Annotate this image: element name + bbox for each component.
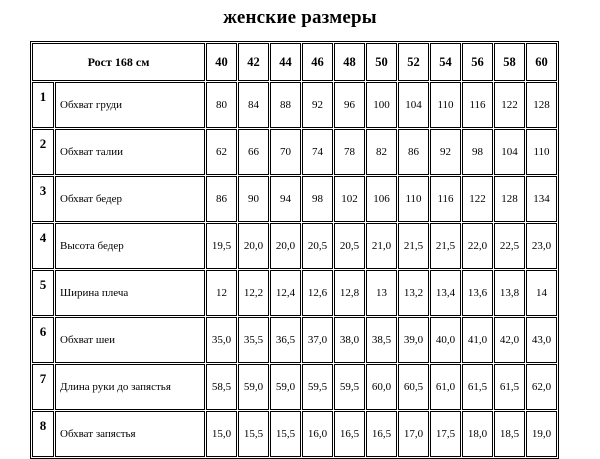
measurement-value: 122 (494, 82, 525, 128)
measurement-value: 18,5 (494, 411, 525, 457)
measurement-value: 116 (462, 82, 493, 128)
measurement-value: 16,5 (334, 411, 365, 457)
measurement-value: 128 (494, 176, 525, 222)
measurement-name: Обхват груди (55, 82, 205, 128)
measurement-value: 12,8 (334, 270, 365, 316)
measurement-value: 15,5 (238, 411, 269, 457)
measurement-value: 15,5 (270, 411, 301, 457)
measurement-value: 22,0 (462, 223, 493, 269)
measurement-value: 20,5 (334, 223, 365, 269)
measurement-value: 86 (206, 176, 237, 222)
measurement-value: 40,0 (430, 317, 461, 363)
measurement-value: 38,0 (334, 317, 365, 363)
measurement-value: 100 (366, 82, 397, 128)
measurement-value: 58,5 (206, 364, 237, 410)
measurement-value: 16,5 (366, 411, 397, 457)
measurement-value: 12,2 (238, 270, 269, 316)
measurement-value: 19,5 (206, 223, 237, 269)
measurement-value: 17,0 (398, 411, 429, 457)
table-row (32, 129, 557, 175)
measurement-value: 98 (462, 129, 493, 175)
measurement-value: 122 (462, 176, 493, 222)
measurement-value: 13,2 (398, 270, 429, 316)
measurement-value: 13,8 (494, 270, 525, 316)
measurement-value: 35,0 (206, 317, 237, 363)
size-header-cell: 56 (462, 43, 493, 81)
size-header-cell: 60 (526, 43, 557, 81)
size-header-cell: 54 (430, 43, 461, 81)
row-number: 4 (32, 223, 54, 269)
measurement-value: 14 (526, 270, 557, 316)
measurement-value: 59,5 (302, 364, 333, 410)
table-row (32, 223, 557, 269)
measurement-value: 36,5 (270, 317, 301, 363)
measurement-value: 13,4 (430, 270, 461, 316)
measurement-value: 59,5 (334, 364, 365, 410)
measurement-value: 41,0 (462, 317, 493, 363)
measurement-name: Ширина плеча (55, 270, 205, 316)
height-label: Рост 168 см (32, 43, 205, 81)
measurement-value: 110 (430, 82, 461, 128)
measurement-value: 92 (430, 129, 461, 175)
measurement-value: 66 (238, 129, 269, 175)
measurement-value: 59,0 (238, 364, 269, 410)
measurement-value: 19,0 (526, 411, 557, 457)
size-table (30, 41, 559, 459)
measurement-value: 43,0 (526, 317, 557, 363)
measurement-value: 21,5 (398, 223, 429, 269)
measurement-value: 116 (430, 176, 461, 222)
measurement-value: 74 (302, 129, 333, 175)
measurement-value: 102 (334, 176, 365, 222)
measurement-value: 110 (526, 129, 557, 175)
measurement-value: 60,0 (366, 364, 397, 410)
measurement-value: 13,6 (462, 270, 493, 316)
measurement-value: 59,0 (270, 364, 301, 410)
measurement-value: 17,5 (430, 411, 461, 457)
measurement-value: 61,0 (430, 364, 461, 410)
measurement-value: 98 (302, 176, 333, 222)
table-row (32, 82, 557, 128)
table-row (32, 270, 557, 316)
table-row (32, 411, 557, 457)
row-number: 7 (32, 364, 54, 410)
measurement-value: 42,0 (494, 317, 525, 363)
measurement-value: 104 (494, 129, 525, 175)
measurement-value: 88 (270, 82, 301, 128)
row-number: 3 (32, 176, 54, 222)
measurement-value: 23,0 (526, 223, 557, 269)
row-number: 6 (32, 317, 54, 363)
measurement-value: 96 (334, 82, 365, 128)
measurement-value: 16,0 (302, 411, 333, 457)
size-header-cell: 48 (334, 43, 365, 81)
row-number: 5 (32, 270, 54, 316)
measurement-value: 20,5 (302, 223, 333, 269)
row-number: 1 (32, 82, 54, 128)
measurement-name: Высота бедер (55, 223, 205, 269)
measurement-value: 62,0 (526, 364, 557, 410)
measurement-value: 18,0 (462, 411, 493, 457)
measurement-name: Обхват шеи (55, 317, 205, 363)
page-title: женские размеры (223, 7, 377, 28)
measurement-value: 78 (334, 129, 365, 175)
measurement-value: 60,5 (398, 364, 429, 410)
measurement-value: 128 (526, 82, 557, 128)
size-header-cell: 42 (238, 43, 269, 81)
measurement-value: 104 (398, 82, 429, 128)
table-row (32, 317, 557, 363)
measurement-value: 61,5 (462, 364, 493, 410)
measurement-value: 62 (206, 129, 237, 175)
measurement-value: 110 (398, 176, 429, 222)
measurement-name: Обхват запястья (55, 411, 205, 457)
row-number: 2 (32, 129, 54, 175)
measurement-value: 20,0 (270, 223, 301, 269)
measurement-value: 61,5 (494, 364, 525, 410)
measurement-name: Длина руки до запястья (55, 364, 205, 410)
measurement-value: 106 (366, 176, 397, 222)
measurement-value: 12 (206, 270, 237, 316)
measurement-value: 80 (206, 82, 237, 128)
measurement-value: 12,4 (270, 270, 301, 316)
measurement-value: 21,5 (430, 223, 461, 269)
measurement-value: 22,5 (494, 223, 525, 269)
table-row (32, 364, 557, 410)
measurement-value: 21,0 (366, 223, 397, 269)
size-header-cell: 40 (206, 43, 237, 81)
size-header-cell: 44 (270, 43, 301, 81)
measurement-value: 35,5 (238, 317, 269, 363)
measurement-value: 90 (238, 176, 269, 222)
measurement-value: 15,0 (206, 411, 237, 457)
measurement-value: 12,6 (302, 270, 333, 316)
measurement-value: 134 (526, 176, 557, 222)
measurement-value: 13 (366, 270, 397, 316)
measurement-value: 84 (238, 82, 269, 128)
measurement-value: 86 (398, 129, 429, 175)
measurement-value: 39,0 (398, 317, 429, 363)
row-number: 8 (32, 411, 54, 457)
measurement-value: 70 (270, 129, 301, 175)
size-header-cell: 52 (398, 43, 429, 81)
table-header-row (32, 43, 557, 81)
size-header-cell: 50 (366, 43, 397, 81)
measurement-value: 94 (270, 176, 301, 222)
measurement-name: Обхват талии (55, 129, 205, 175)
measurement-value: 20,0 (238, 223, 269, 269)
measurement-value: 37,0 (302, 317, 333, 363)
table-row (32, 176, 557, 222)
measurement-value: 82 (366, 129, 397, 175)
measurement-value: 38,5 (366, 317, 397, 363)
size-header-cell: 46 (302, 43, 333, 81)
size-header-cell: 58 (494, 43, 525, 81)
measurement-name: Обхват бедер (55, 176, 205, 222)
measurement-value: 92 (302, 82, 333, 128)
